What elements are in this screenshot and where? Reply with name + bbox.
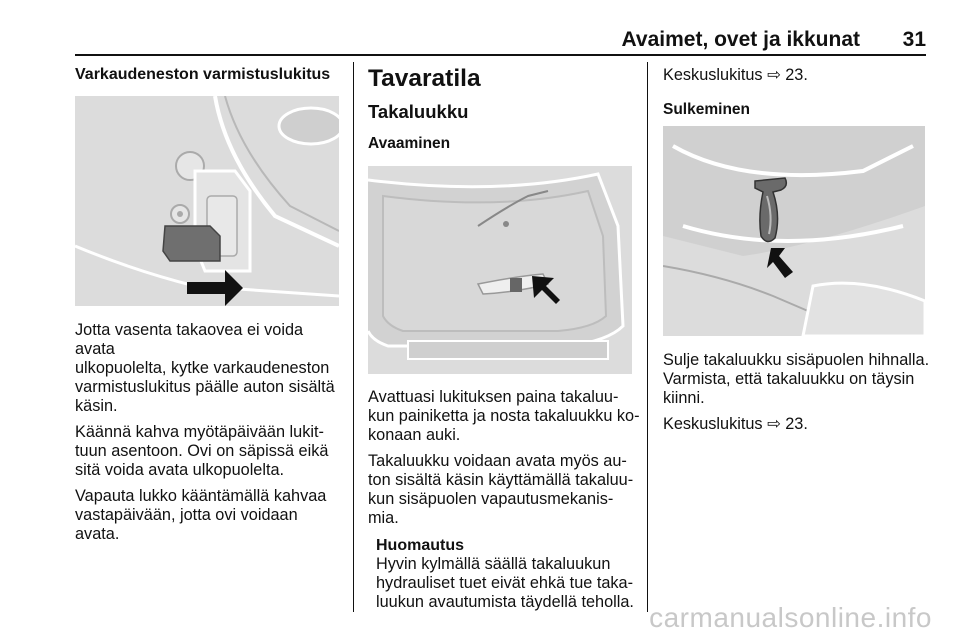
left-text	[75, 321, 345, 544]
right-text	[663, 351, 933, 434]
paragraph-2	[75, 423, 345, 480]
figure-tailgate-open-illustration	[368, 166, 632, 374]
line: Takaluukku voidaan avata myös au-	[368, 452, 627, 470]
figure-tailgate-strap	[663, 126, 925, 336]
note-title: Huomautus	[376, 537, 464, 554]
line: ulkopuolelta, kytke varkaudeneston	[75, 359, 330, 377]
page-number: 31	[902, 28, 926, 51]
watermark: carmanualsonline.info	[649, 602, 932, 633]
line: sitä voida avata ulkopuolelta.	[75, 461, 285, 479]
line: kun painiketta ja nosta takaluukku ko-	[368, 407, 640, 425]
line: Avattuasi lukituksen paina takaluu-	[368, 388, 619, 406]
line: Hyvin kylmällä säällä takaluukun	[376, 555, 611, 573]
line: varmistuslukitus päälle auton sisältä	[75, 378, 335, 396]
column-divider-right	[647, 62, 648, 612]
line: mia.	[368, 509, 399, 527]
page-title: Avaimet, ovet ja ikkunat	[621, 28, 860, 51]
figure-theft-lock-illustration	[75, 96, 339, 306]
section-heading-open: Avaaminen	[368, 135, 451, 152]
middle-text	[368, 388, 640, 612]
line: luukun avautumista täydellä teholla.	[376, 593, 634, 611]
paragraph-open-1	[368, 388, 640, 445]
paragraph-close-1	[663, 351, 933, 408]
reference-central-locking-2: Keskuslukitus ⇨ 23.	[663, 415, 808, 433]
figure-tailgate-strap-illustration	[663, 126, 925, 336]
line: kiinni.	[663, 389, 705, 407]
line: hydrauliset tuet eivät ehkä tue taka-	[376, 574, 634, 592]
paragraph-3	[75, 487, 345, 544]
page-header	[75, 28, 926, 54]
subheading: Takaluukku	[368, 101, 469, 122]
figure-tailgate-open	[368, 166, 632, 374]
middle-column	[368, 64, 638, 154]
line: konaan auki.	[368, 426, 461, 444]
header-rule	[75, 54, 926, 56]
line: tuun asentoon. Ovi on säpissä eikä	[75, 442, 329, 460]
chapter-heading: Tavaratila	[368, 65, 481, 92]
figure-theft-lock	[75, 96, 339, 306]
note-text	[376, 555, 640, 612]
section-heading: Varkaudeneston varmistuslukitus	[75, 66, 331, 83]
line: kun sisäpuolen vapautusmekanis-	[368, 490, 614, 508]
line: Sulje takaluukku sisäpuolen hihnalla.	[663, 351, 930, 369]
line: Jotta vasenta takaovea ei voida avata	[75, 321, 304, 358]
left-column	[75, 62, 345, 86]
line: Varmista, että takaluukku on täysin	[663, 370, 915, 388]
paragraph-open-2	[368, 452, 640, 528]
line: käsin.	[75, 397, 118, 415]
line: Vapauta lukko kääntämällä kahvaa	[75, 487, 327, 505]
line: ton sisältä käsin käyttämällä takaluu-	[368, 471, 634, 489]
column-divider-left	[353, 62, 354, 612]
paragraph-1	[75, 321, 345, 416]
line: vastapäivään, jotta ovi voidaan avata.	[75, 506, 298, 543]
note-box	[368, 536, 640, 612]
reference-central-locking: Keskuslukitus ⇨ 23.	[663, 66, 808, 84]
line: Käännä kahva myötäpäivään lukit-	[75, 423, 324, 441]
right-column	[663, 66, 933, 120]
section-heading-close: Sulkeminen	[663, 101, 750, 118]
